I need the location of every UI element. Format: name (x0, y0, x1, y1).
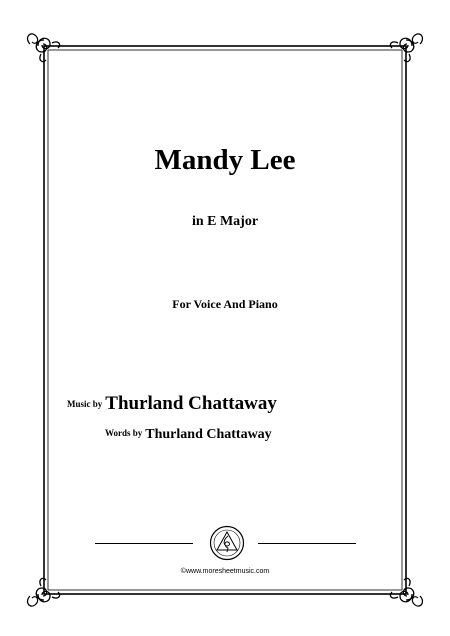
key-signature: in E Major (191, 214, 259, 229)
divider-left (95, 543, 193, 544)
lyricist-name: Thurland Chattaway (145, 427, 272, 442)
composer-name: Thurland Chattaway (105, 393, 277, 414)
website-credit: ©www.moresheetmusic.com (180, 568, 270, 575)
swirl-ornament-icon (412, 596, 422, 606)
treble-clef-seal-icon (209, 525, 245, 561)
music-credit (67, 392, 277, 416)
words-prefix: Words by (105, 428, 143, 438)
music-prefix: Music by (67, 399, 103, 409)
corner-ornaments (36, 38, 414, 602)
divider-right (258, 543, 356, 544)
swirl-ornament-icon (412, 34, 422, 44)
swirl-ornament-icon (28, 596, 38, 606)
words-credit (105, 424, 272, 444)
swirl-ornament-icon (28, 34, 38, 44)
outer-corner-swirls (28, 34, 423, 606)
instrumentation: For Voice And Piano (172, 297, 278, 311)
song-title: Mandy Lee (154, 144, 296, 176)
